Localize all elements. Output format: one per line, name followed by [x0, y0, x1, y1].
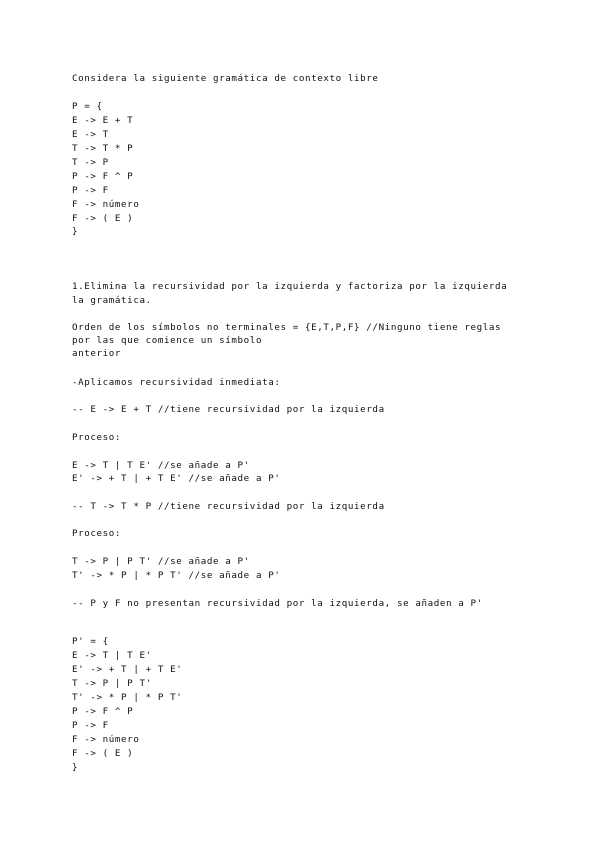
step-t-process: Proceso: — [72, 528, 122, 539]
step-pf-note: -- P y F no presentan recursividad por la izquierda, se añaden a P' — [72, 598, 483, 609]
grammar-line: T -> P — [72, 157, 109, 168]
grammar-line: E' -> + T | + T E' — [72, 664, 183, 675]
grammar-line: } — [72, 762, 79, 773]
grammar-line: E -> E + T — [72, 115, 134, 126]
grammar-line: P = { — [72, 101, 103, 112]
grammar-line: F -> ( E ) — [72, 748, 134, 759]
exercise-line-1: 1.Elimina la recursividad por la izquierda y factoriza por la izquierda — [72, 281, 508, 292]
grammar-line: F -> ( E ) — [72, 213, 134, 224]
order-line-2: por las que comience un símbolo — [72, 335, 263, 346]
apply-heading: -Aplicamos recursividad inmediata: — [72, 377, 281, 388]
grammar-line: F -> número — [72, 199, 140, 210]
grammar-line: P -> F — [72, 185, 109, 196]
step-t-rule-1: T -> P | P T' //se añade a P' — [72, 556, 250, 567]
grammar-line: T' -> * P | * P T' — [72, 692, 183, 703]
grammar-line: E -> T | T E' — [72, 650, 152, 661]
step-e-rule-2: E' -> + T | + T E' //se añade a P' — [72, 473, 281, 484]
exercise-line-2: la gramática. — [72, 295, 152, 306]
intro-text: Considera la siguiente gramática de contexto libre — [72, 73, 379, 84]
order-line-1: Orden de los símbolos no terminales = {E,T,P,F} //Ninguno tiene reglas — [72, 322, 502, 333]
grammar-line: P' = { — [72, 636, 109, 647]
grammar-line: T -> P | P T' — [72, 678, 152, 689]
order-line-3: anterior — [72, 348, 122, 359]
grammar-line: T -> T * P — [72, 143, 134, 154]
grammar-line: F -> número — [72, 734, 140, 745]
grammar-line: P -> F — [72, 720, 109, 731]
grammar-line: E -> T — [72, 129, 109, 140]
step-e-heading: -- E -> E + T //tiene recursividad por la izquierda — [72, 404, 385, 415]
step-t-heading: -- T -> T * P //tiene recursividad por la izquierda — [72, 501, 385, 512]
grammar-line: } — [72, 226, 79, 237]
grammar-line: P -> F ^ P — [72, 171, 134, 182]
grammar-line: P -> F ^ P — [72, 706, 134, 717]
step-e-rule-1: E -> T | T E' //se añade a P' — [72, 460, 250, 471]
step-t-rule-2: T' -> * P | * P T' //se añade a P' — [72, 570, 281, 581]
step-e-process: Proceso: — [72, 432, 122, 443]
